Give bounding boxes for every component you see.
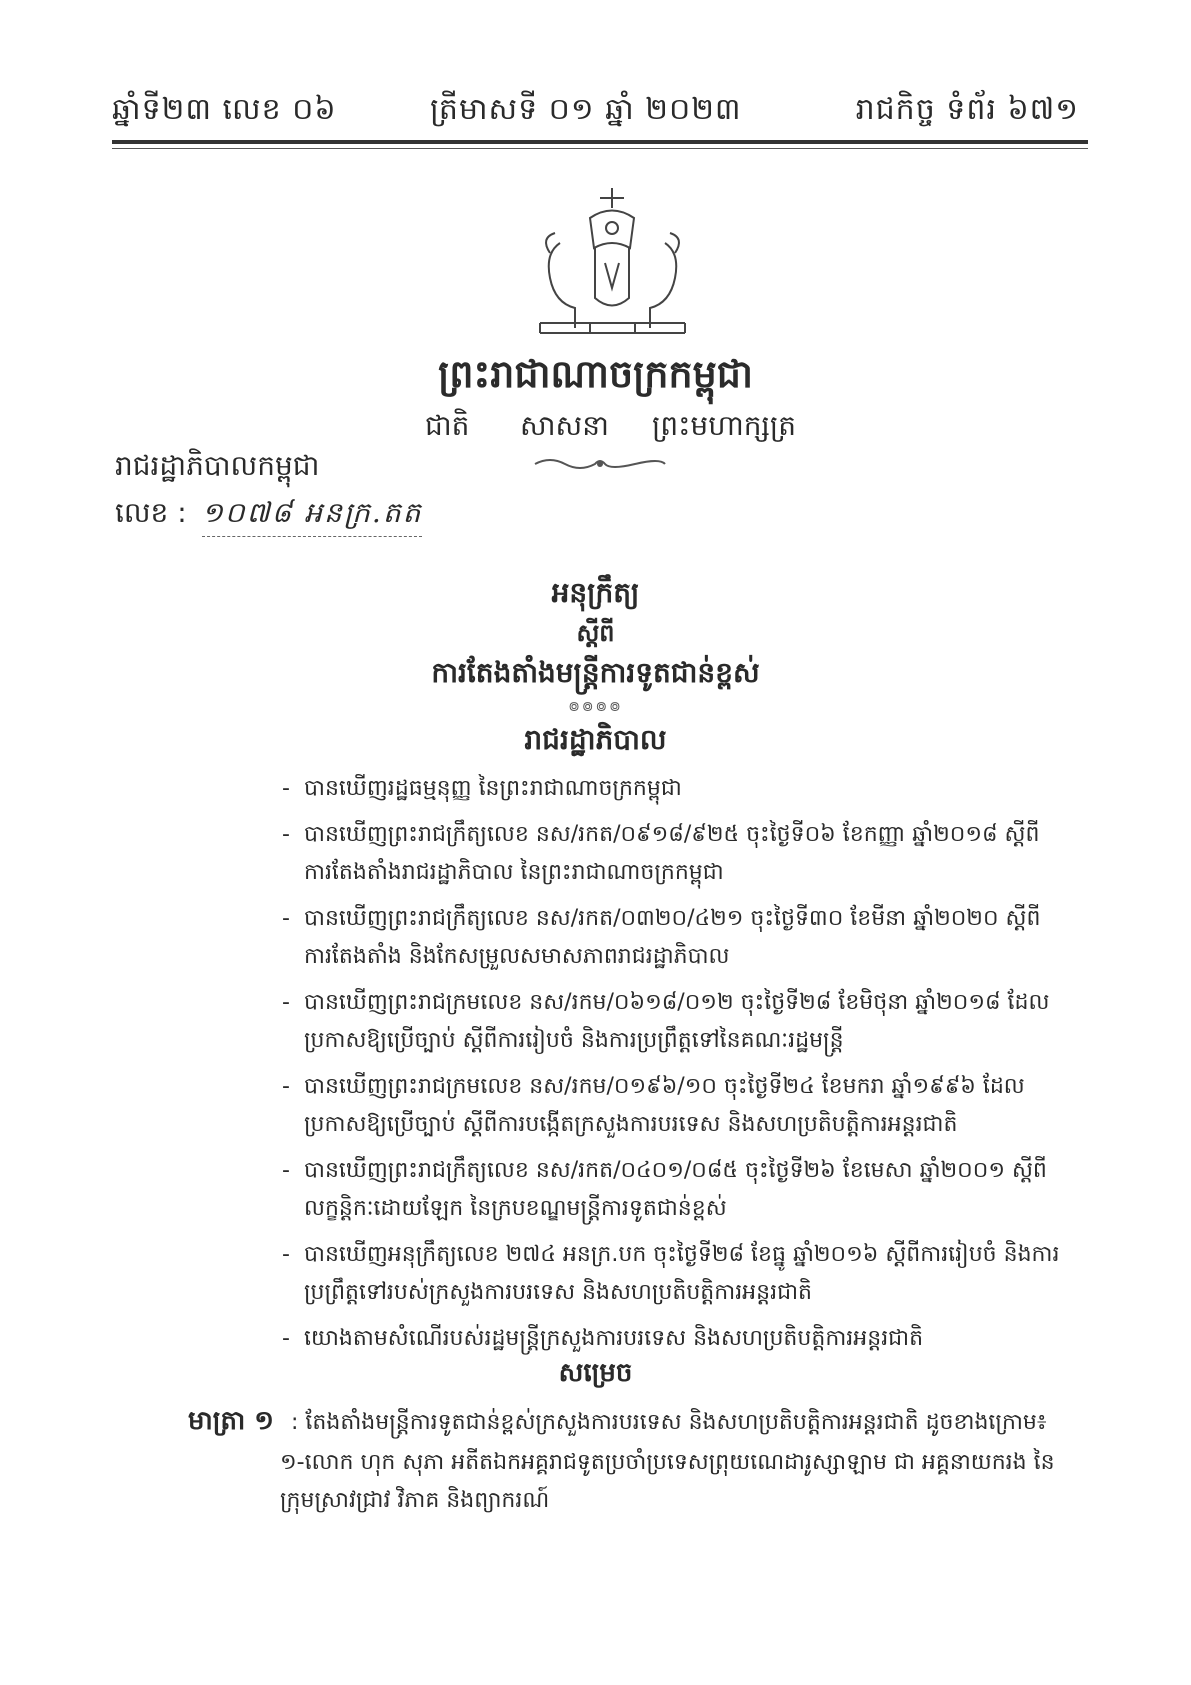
decision-heading: សម្រេច — [558, 1358, 633, 1388]
article-1-text: : តែងតាំងមន្ត្រីការទូតជាន់ខ្ពស់ក្រសួងការបរទេស និងសហប្រតិបត្តិការអន្តរជាតិ ដូចខាងក្រោម៖ — [291, 1410, 1047, 1435]
motto-nation: ជាតិ — [425, 409, 470, 442]
article-1-item-1: ១-លោក ហុក សុភា អតីតឯកអគ្គរាជទូតប្រចាំប្រទេសព្រុយណេដារូស្សាឡាម ជា អគ្គនាយករង នៃក្រុមស្រាវជ្រាវ វិភាគ និងព្យាករណ៍ — [280, 1450, 1055, 1513]
visa-item: - បានឃើញព្រះរាជក្រឹត្យលេខ នស/រកត/០៤០១/០៨៥ ចុះថ្ងៃទី២៦ ខែមេសា ឆ្នាំ២០០១ ស្ដីពីលក្ខន្តិកៈដោយឡែក នៃក្របខណ្ឌមន្ត្រីការទូតជាន់ខ្ពស់ — [282, 1152, 1062, 1228]
title-ornament: ៙៙៙៙ — [568, 699, 623, 715]
document-type: អនុក្រឹត្យ — [551, 576, 640, 609]
visa-item: - យោងតាមសំណើរបស់រដ្ឋមន្ត្រីក្រសួងការបរទេស និងសហប្រតិបត្តិការអន្តរជាតិ — [282, 1320, 1062, 1358]
reference-line — [115, 495, 422, 537]
visa-item: - បានឃើញព្រះរាជក្រមលេខ នស/រកម/០១៩៦/១០ ចុះថ្ងៃទី២៤ ខែមករា ឆ្នាំ១៩៩៦ ដែលប្រកាសឱ្យប្រើច្បាប់ ស្ដីពីការបង្កើតក្រសួងការបរទេស និងសហប្រតិបត្តិការអន្តរជាតិ — [282, 1068, 1062, 1144]
visa-item: - បានឃើញព្រះរាជក្រឹត្យលេខ នស/រកត/០៩១៨/៩២៥ ចុះថ្ងៃទី០៦ ខែកញ្ញា ឆ្នាំ២០១៨ ស្ដីពីការតែងតាំងរាជរដ្ឋាភិបាល នៃព្រះរាជាណាចក្រកម្ពុជា — [282, 816, 1062, 892]
motto-king: ព្រះមហាក្សត្រ — [652, 409, 796, 442]
visa-item: - បានឃើញរដ្ឋធម្មនុញ្ញ នៃព្រះរាជាណាចក្រកម្ពុជា — [282, 770, 1062, 808]
reference-number: ១០៧៨ អនក្រ.តត — [202, 495, 423, 537]
gazette-quarter: ត្រីមាសទី ០១ ឆ្នាំ ២០២៣ — [430, 92, 742, 127]
royal-emblem-icon — [520, 178, 705, 343]
gazette-page: រាជកិច្ច ទំព័រ ៦៧១ — [855, 92, 1079, 127]
document-about: ស្ដីពី — [576, 619, 615, 647]
header-rule — [112, 140, 1088, 144]
kingdom-title: ព្រះរាជាណាចក្រកម្ពុជា — [438, 352, 753, 396]
header-rule-thin — [112, 148, 1088, 149]
visa-list — [282, 770, 1062, 1366]
visa-item: - បានឃើញព្រះរាជក្រមលេខ នស/រកម/០៦១៨/០១២ ចុះថ្ងៃទី២៨ ខែមិថុនា ឆ្នាំ២០១៨ ដែលប្រកាសឱ្យប្រើច្បាប់ ស្ដីពីការរៀបចំ និងការប្រព្រឹត្តទៅនៃគណៈរដ្ឋមន្ត្រី — [282, 984, 1062, 1060]
government-name: រាជរដ្ឋាភិបាលកម្ពុជា — [115, 449, 320, 482]
document-issuer: រាជរដ្ឋាភិបាល — [524, 723, 667, 756]
article-1-label: មាត្រា ១ — [188, 1406, 274, 1436]
document-subject: ការតែងតាំងមន្ត្រីការទូតជាន់ខ្ពស់ — [431, 656, 760, 689]
visa-item: - បានឃើញព្រះរាជក្រឹត្យលេខ នស/រកត/០៣២០/៤២១ ចុះថ្ងៃទី៣០ ខែមីនា ឆ្នាំ២០២០ ស្ដីពីការតែងតាំង និងកែសម្រួលសមាសភាពរាជរដ្ឋាភិបាល — [282, 900, 1062, 976]
gazette-issue: ឆ្នាំទី២៣ លេខ ០៦ — [112, 92, 337, 127]
reference-label: លេខ : — [115, 496, 187, 529]
ornament-divider-icon — [530, 456, 670, 472]
article-1 — [188, 1402, 1068, 1442]
motto-religion: សាសនា — [520, 409, 609, 442]
visa-item: - បានឃើញអនុក្រឹត្យលេខ ២៧៤ អនក្រ.បក ចុះថ្ងៃទី២៨ ខែធ្នូ ឆ្នាំ២០១៦ ស្ដីពីការរៀបចំ និងការប្រព្រឹត្តទៅរបស់ក្រសួងការបរទេស និងសហប្រតិបត្តិការអន្តរជាតិ — [282, 1236, 1062, 1312]
